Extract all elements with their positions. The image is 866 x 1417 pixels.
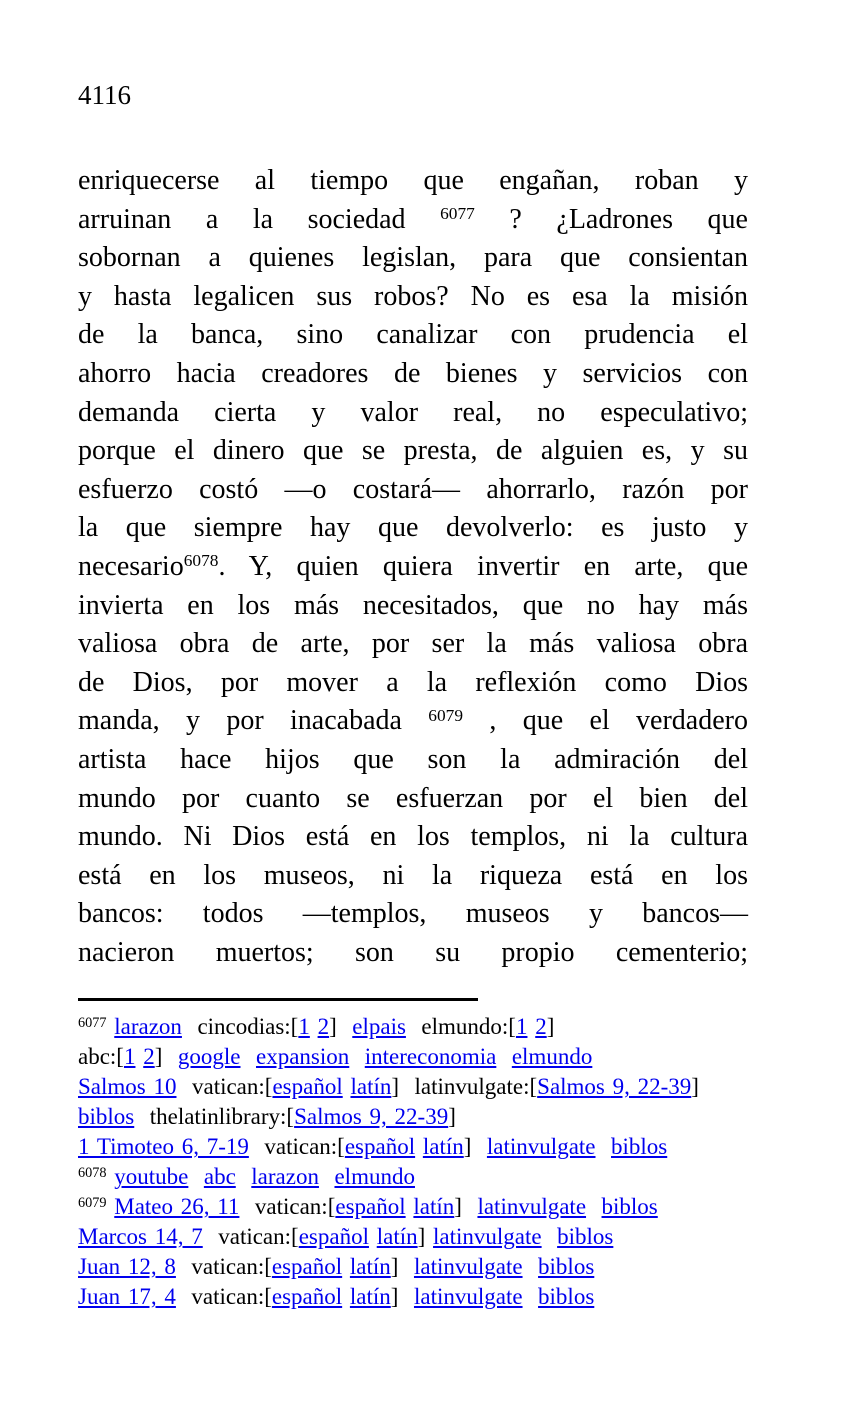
footnote-link[interactable]: Juan 17, 4 (78, 1284, 176, 1310)
footnote-link[interactable]: latín (349, 1284, 391, 1310)
text-segment: mundo por cuanto se esfuerzan por el bien del (78, 782, 748, 814)
footnote-link[interactable]: elmundo (511, 1044, 593, 1070)
text-segment: vatican:[ (239, 1194, 336, 1220)
footnote-link[interactable]: latín (376, 1224, 418, 1250)
footnote-link[interactable]: Mateo 26, 11 (114, 1194, 240, 1220)
text-segment: enriquecerse al tiempo que engañan, roban y (78, 165, 748, 196)
text-segment (415, 1134, 423, 1159)
footnote-link[interactable]: latín (350, 1074, 392, 1100)
footnote-link[interactable]: expansion (256, 1044, 350, 1070)
text-segment (310, 1014, 318, 1039)
text-segment: está en los museos, ni la riqueza está en los (78, 859, 748, 891)
text-segment (349, 1044, 365, 1069)
text-segment: vatican:[ (176, 1074, 273, 1100)
footnote-line (78, 1072, 748, 1102)
text-segment: manda, y por inacabada (78, 705, 429, 737)
text-segment: de la banca, sino canalizar con prudencia el (78, 319, 748, 351)
text-segment: elmundo:[ (405, 1014, 516, 1040)
text-segment (342, 1254, 350, 1279)
text-segment (188, 1164, 204, 1189)
text-segment (342, 1284, 350, 1309)
footnote-link[interactable]: elpais (352, 1014, 406, 1040)
body-line (78, 702, 748, 741)
text-segment: y hasta legalicen sus robos? No es esa la misión (78, 280, 748, 312)
footnote-link[interactable]: elmundo (334, 1164, 415, 1190)
text-segment: ] (448, 1104, 456, 1130)
footnote-link[interactable]: Salmos 9, 22-39 (294, 1104, 449, 1130)
text-segment (542, 1224, 558, 1249)
text-segment: porque el dinero que se presta, de alguien es, y su (78, 435, 748, 467)
text-segment: sobornan a quienes legislan, para que consientan (78, 242, 748, 274)
text-segment: esfuerzo costó —o costará— ahorrarlo, razón por (78, 473, 748, 505)
body-line (78, 471, 748, 510)
footnote-line (78, 1132, 748, 1162)
text-segment: ] (691, 1074, 699, 1100)
footnote-link[interactable]: biblos (78, 1104, 135, 1130)
text-segment: thelatinlibrary:[ (134, 1104, 295, 1130)
footnote-link[interactable]: latinvulgate (477, 1194, 587, 1220)
text-segment: , que el verdadero (463, 705, 748, 737)
text-segment: artista hace hijos que son la admiración del (78, 743, 748, 775)
text-segment: ] (329, 1014, 353, 1040)
text-segment: la que siempre hay que devolverlo: es justo y (78, 512, 748, 544)
body-line (78, 394, 748, 433)
footnote-line (78, 1012, 748, 1042)
body-paragraph (78, 162, 748, 972)
footnote-marker: 6079 (78, 1195, 107, 1212)
footnote-line (78, 1102, 748, 1132)
text-segment: vatican:[ (202, 1224, 299, 1250)
body-line (78, 509, 748, 548)
text-segment: ] (417, 1224, 434, 1250)
footnote-link[interactable]: español (344, 1134, 416, 1160)
text-segment: vatican:[ (175, 1284, 272, 1310)
text-segment: ] latinvulgate:[ (391, 1074, 538, 1100)
text-segment: bancos: todos —templos, museos y bancos— (78, 898, 748, 930)
body-line (78, 934, 748, 973)
body-line (78, 625, 748, 664)
text-segment: ] (390, 1254, 414, 1280)
text-segment: ] (463, 1134, 487, 1160)
text-segment (241, 1044, 257, 1069)
footnote-link[interactable]: latín (422, 1134, 464, 1160)
footnote-marker: 6077 (78, 1015, 107, 1032)
text-segment (523, 1254, 539, 1279)
footnote-ref: 6077 (440, 203, 475, 223)
footnote-line (78, 1252, 748, 1282)
text-segment (496, 1044, 512, 1069)
body-line (78, 664, 748, 703)
footnote-link[interactable]: larazon (251, 1164, 319, 1190)
footnote-link[interactable]: 1 (515, 1014, 528, 1040)
footnote-link[interactable]: Salmos 9, 22-39 (537, 1074, 692, 1100)
text-segment: ] (546, 1014, 555, 1040)
footnote-link[interactable]: larazon (114, 1014, 182, 1040)
footnote-link[interactable]: español (272, 1074, 343, 1100)
text-segment (236, 1164, 252, 1189)
body-line (78, 780, 748, 819)
footnote-line (78, 1192, 748, 1222)
footnote-link[interactable]: español (271, 1284, 343, 1310)
body-line (78, 316, 748, 355)
text-segment: ] (154, 1044, 178, 1070)
footnote-link[interactable]: biblos (557, 1224, 614, 1250)
body-line (78, 239, 748, 278)
footnote-link[interactable]: latinvulgate (486, 1134, 596, 1160)
text-segment: de Dios, por mover a la reflexión como Dios (78, 666, 748, 698)
footnote-link[interactable]: 1 Timoteo 6, 7-19 (78, 1134, 249, 1160)
body-line (78, 587, 748, 626)
text-segment: ? ¿Ladrones que (474, 203, 748, 235)
text-segment (586, 1194, 602, 1219)
footnote-link[interactable]: intereconomia (364, 1044, 497, 1070)
text-segment (523, 1284, 539, 1309)
body-line (78, 432, 748, 471)
text-segment: nacieron muertos; son su propio cementerio; (78, 936, 748, 968)
text-segment: ] (454, 1194, 478, 1220)
text-segment: demanda cierta y valor real, no especulativo; (78, 396, 748, 428)
footnote-ref: 6079 (428, 705, 464, 725)
text-segment: cincodias:[ (181, 1014, 299, 1040)
body-line (78, 818, 748, 857)
body-line (78, 548, 748, 587)
footnote-link[interactable]: google (177, 1044, 241, 1070)
text-segment: arruinan a la sociedad (78, 203, 441, 235)
footnote-link[interactable]: español (335, 1194, 406, 1220)
footnote-link[interactable]: Juan 12, 8 (78, 1254, 176, 1280)
footnote-link[interactable]: 2 (535, 1014, 547, 1040)
footnote-ref: 6078 (183, 551, 219, 571)
footnote-link[interactable]: biblos (601, 1194, 658, 1220)
footnote-separator (78, 998, 478, 1001)
footnote-link[interactable]: 1 (298, 1014, 310, 1040)
text-segment: valiosa obra de arte, por ser la más valiosa obra (78, 628, 748, 660)
footnote-link[interactable]: youtube (114, 1164, 189, 1190)
footnote-link[interactable]: latinvulgate (433, 1224, 542, 1250)
text-segment (319, 1164, 335, 1189)
footnote-link[interactable]: 2 (317, 1014, 330, 1040)
footnote-line (78, 1282, 748, 1312)
text-segment: abc:[ (78, 1044, 124, 1070)
footnote-link[interactable]: biblos (611, 1134, 668, 1160)
body-line (78, 895, 748, 934)
body-line (78, 278, 748, 317)
footnote-link[interactable]: abc (203, 1164, 236, 1190)
body-line (78, 355, 748, 394)
footnote-link[interactable]: Salmos 10 (78, 1074, 177, 1100)
body-line (78, 201, 748, 240)
footnote-line (78, 1042, 748, 1072)
body-line (78, 857, 748, 896)
footnote-link[interactable]: 2 (143, 1044, 155, 1070)
body-line (78, 741, 748, 780)
text-segment: mundo. Ni Dios está en los templos, ni la cultura (78, 821, 748, 853)
footnote-link[interactable]: latín (349, 1254, 391, 1280)
text-segment: vatican:[ (175, 1254, 272, 1280)
page-number: 4116 (78, 80, 131, 110)
text-segment: . Y, quien quiera invertir en arte, que (218, 550, 748, 582)
footnote-link[interactable]: latinvulgate (413, 1284, 523, 1310)
footnote-marker: 6078 (78, 1165, 107, 1182)
text-segment: necesario (78, 550, 184, 582)
footnote-line (78, 1222, 748, 1252)
text-segment: invierta en los más necesitados, que no hay más (78, 589, 748, 621)
footnote-line (78, 1162, 748, 1192)
footnote-link[interactable]: biblos (538, 1254, 595, 1280)
body-line (78, 162, 748, 201)
footnote-link[interactable]: biblos (538, 1284, 595, 1310)
footnote-link[interactable]: 1 (123, 1044, 136, 1070)
footnote-link[interactable]: español (298, 1224, 369, 1250)
text-segment (369, 1224, 377, 1249)
footnote-link[interactable]: latinvulgate (413, 1254, 523, 1280)
text-segment: vatican:[ (248, 1134, 345, 1160)
footnotes-section (78, 1012, 748, 1312)
footnote-link[interactable]: español (271, 1254, 343, 1280)
text-segment: ] (390, 1284, 414, 1310)
footnote-link[interactable]: latín (413, 1194, 455, 1220)
text-segment (596, 1134, 612, 1159)
footnote-link[interactable]: Marcos 14, 7 (78, 1224, 203, 1250)
text-segment: ahorro hacia creadores de bienes y servicios con (78, 357, 748, 389)
